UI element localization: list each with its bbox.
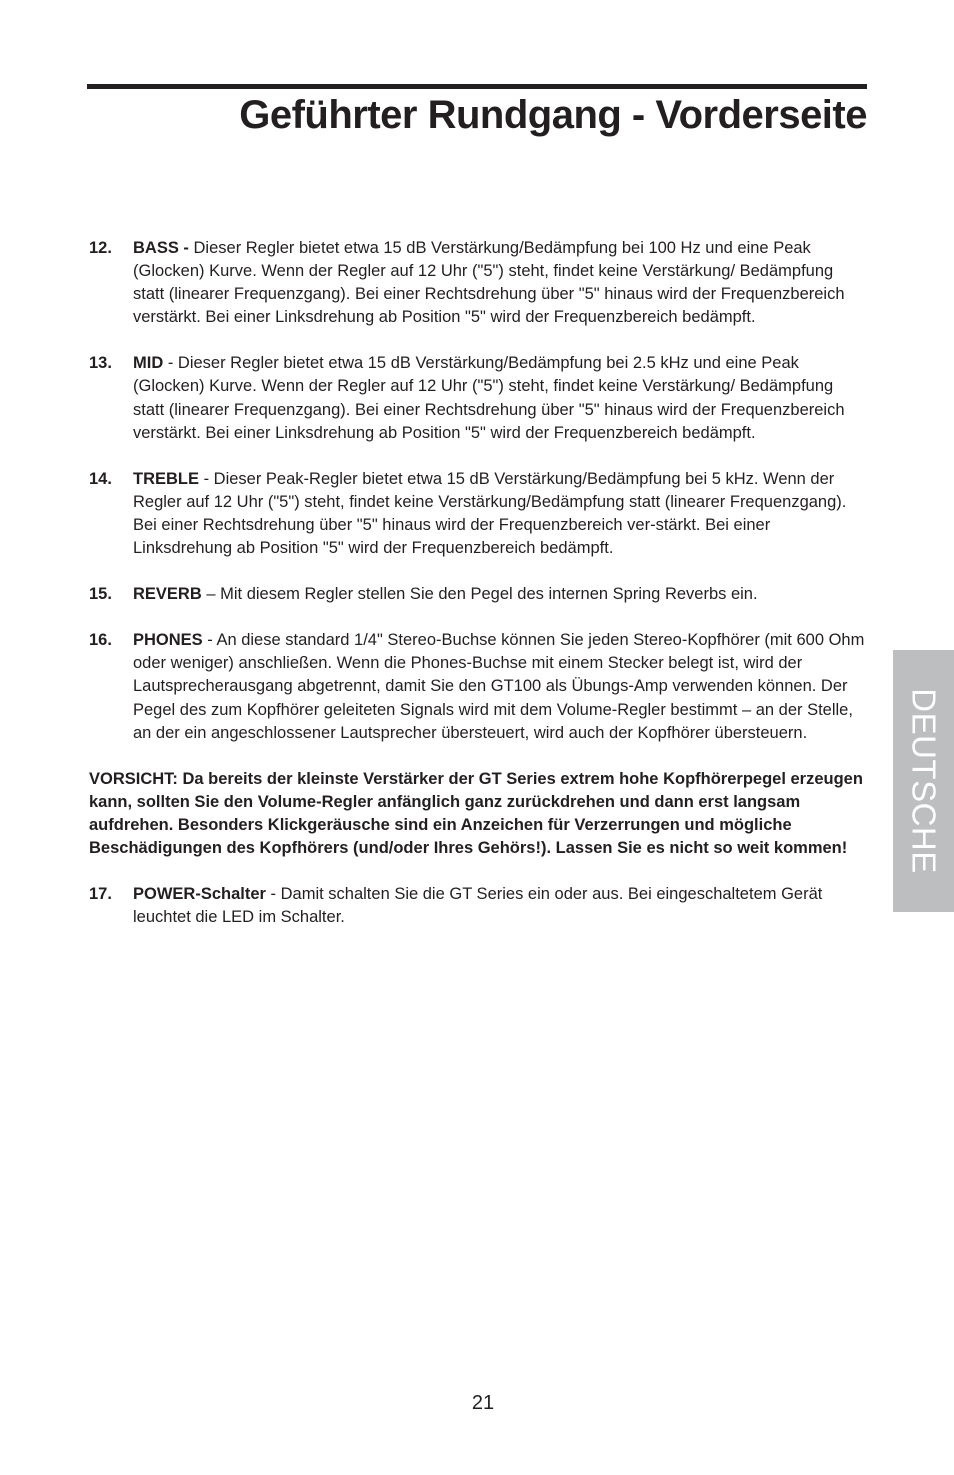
page-title: Geführter Rundgang - Vorderseite (239, 93, 867, 137)
item-number: 12. (89, 239, 112, 257)
item-term: MID (133, 354, 164, 373)
item-number: 13. (89, 354, 112, 373)
list-item-phones (89, 629, 865, 744)
item-number: 17. (89, 885, 112, 904)
item-text: - An diese standard 1/4" Stereo-Buchse können Sie jeden Stereo-Kopfhörer (mit 600 Ohm oder weniger) anschließen. Wenn die Phones-Buchse mit einem Stecker belegt ist, wird der Lautsprecherausgang abgetrennt, damit Sie den GT100 als Übungs-Amp verwenden können. Der Pegel des zum Kopfhörer geleiteten Signals wird mit dem Volume-Regler bestimmt – an der Stelle, an der ein angeschlossener Lautsprecher übersteuert, wird auch der Kopfhörer übersteuern. (133, 631, 865, 742)
caution-warning: VORSICHT: Da bereits der kleinste Verstärker der GT Series extrem hohe Kopfhörerpegel erzeugen kann, sollten Sie den Volume-Regler anfänglich ganz zurückdrehen und dann erst langsam aufdrehen. Besonders Klickgeräusche sind ein Anzeichen für Verzerrungen und mögliche Beschädigungen des Kopfhörers (und/oder Ihres Gehörs!). Lassen Sie es nicht so weit kommen! (89, 769, 863, 857)
page-number: 21 (471, 1392, 495, 1414)
language-label: DEUTSCHE (905, 688, 942, 874)
item-term: BASS - (133, 239, 189, 257)
item-term: POWER-Schalter (133, 885, 266, 904)
item-text: – Mit diesem Regler stellen Sie den Pegel des internen Spring Reverbs ein. (201, 585, 758, 604)
item-number: 15. (89, 585, 112, 604)
item-text: Dieser Regler bietet etwa 15 dB Verstärkung/Bedämpfung bei 100 Hz und eine Peak (Glocken) Kurve. Wenn der Regler auf 12 Uhr ("5") steht, findet keine Verstärkung/ Bedämpfung statt (linearer Frequenzgang). Bei einer Rechtsdrehung über "5" hinaus wird der Frequenzbereich verstärkt. Bei einer Linksdrehung ab Position "5" wird der Frequenzbereich bedämpft. (133, 239, 845, 327)
list-item-reverb (89, 583, 865, 606)
item-text: - Dieser Peak-Regler bietet etwa 15 dB Verstärkung/Bedämpfung bei 5 kHz. Wenn der Regler auf 12 Uhr ("5") steht, findet keine Verstärkung/Bedämpfung statt (linearer Frequenzgang). Bei einer Rechtsdrehung über "5" hinaus wird der Frequenzbereich ver-stärkt. Bei einer Linksdrehung ab Position "5" wird der Frequenzbereich bedämpft. (133, 469, 847, 558)
item-number: 14. (89, 469, 112, 488)
item-term: TREBLE (133, 469, 199, 488)
item-number: 16. (89, 631, 112, 650)
item-text: - Dieser Regler bietet etwa 15 dB Verstärkung/Bedämpfung bei 2.5 kHz und eine Peak (Glocken) Kurve. Wenn der Regler auf 12 Uhr ("5") steht, findet keine Verstärkung/ Bedämpfung statt (linearer Frequenzgang). Bei einer Rechtsdrehung über "5" hinaus wird der Frequenzbereich verstärkt. Bei einer Linksdrehung ab Position "5" wird der Frequenzbereich bedämpft. (133, 354, 845, 442)
list-item-bass (89, 237, 865, 329)
list-item-treble (89, 468, 865, 560)
main-content (89, 237, 865, 952)
item-term: REVERB (133, 585, 202, 604)
list-item-power (89, 883, 865, 929)
item-term: PHONES (133, 631, 203, 650)
item-text: - Damit schalten Sie die GT Series ein oder aus. Bei eingeschaltetem Gerät leuchtet die LED im Schalter. (133, 885, 823, 927)
list-item-mid (89, 352, 865, 444)
language-side-tab (893, 650, 954, 912)
